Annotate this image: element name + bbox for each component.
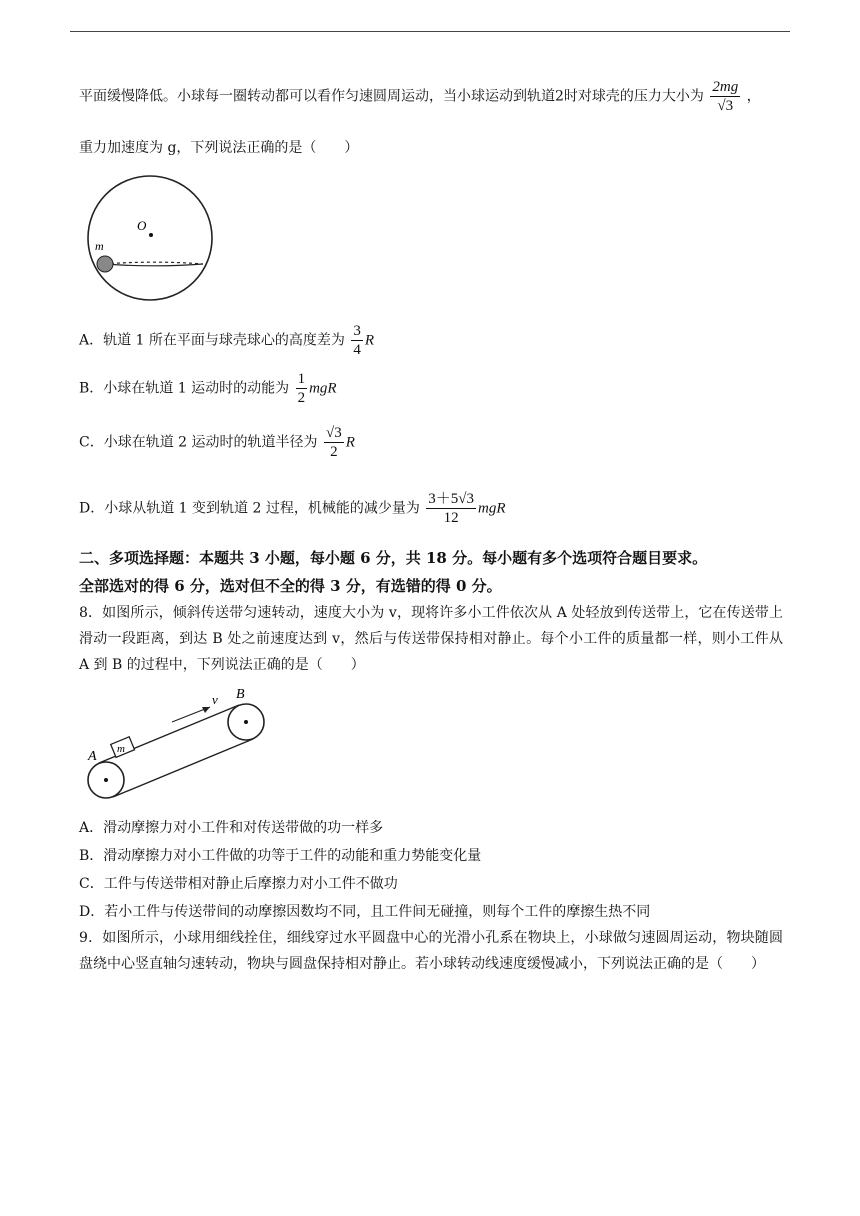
q7-option-b <box>79 370 337 407</box>
q7-stem-line2: 重力加速度为 g，下列说法正确的是（ ） <box>79 140 359 156</box>
q7-stem-punct: ， <box>746 88 761 105</box>
q8-option-b: B．滑动摩擦力对小工件做的功等于工件的动能和重力势能变化量 <box>79 848 482 864</box>
header-rule <box>70 31 790 32</box>
q7-option-c <box>79 424 355 461</box>
q7-force-fraction <box>710 78 740 115</box>
option-text: D．小球从轨道 1 变到轨道 2 过程，机械能的减少量为 <box>79 500 420 517</box>
q8-option-c: C．工件与传送带相对静止后摩擦力对小工件不做功 <box>79 876 398 892</box>
point-a-label: A <box>88 749 97 764</box>
workpiece-label: m <box>117 743 125 755</box>
frac-numerator: 3＋5√3 <box>428 491 475 507</box>
mass-label: m <box>95 239 104 253</box>
option-fraction <box>351 322 363 359</box>
q8-option-a: A．滑动摩擦力对小工件和对传送带做的功一样多 <box>79 820 384 836</box>
q7-option-a <box>79 322 374 359</box>
option-text: B．小球在轨道 1 运动时的动能为 <box>79 380 290 397</box>
frac-denominator: 2 <box>297 390 306 406</box>
center-label: O <box>137 218 147 233</box>
option-tail: R <box>345 434 355 451</box>
center-dot <box>149 233 153 237</box>
q9-stem: 9．如图所示，小球用细线拴住，细线穿过水平圆盘中心的光滑小孔系在物块上，小球做匀速圆周运动，物块随圆盘绕中心竖直轴匀速转动，物块与圆盘保持相对静止。若小球转动线速度缓慢减小，下列说法正确的是（ ） <box>79 930 783 972</box>
sphere-shell <box>88 176 212 300</box>
ball-icon <box>97 256 113 272</box>
frac-denominator: 12 <box>443 510 459 526</box>
frac-denominator: 2 <box>330 444 338 460</box>
roller-a-axle <box>104 778 108 782</box>
velocity-label: v <box>212 692 218 707</box>
point-b-label: B <box>236 687 245 702</box>
section2-heading-line1: 二、多项选择题：本题共 3 小题，每小题 6 分，共 18 分。每小题有多个选项符合题目要求。 <box>79 549 708 567</box>
frac-numerator: 2mg <box>712 79 739 95</box>
orbit-front-arc <box>105 264 203 266</box>
option-tail: mgR <box>309 380 337 397</box>
option-tail: mgR <box>478 500 506 517</box>
q7-stem-line1 <box>79 78 761 115</box>
frac-numerator: √3 <box>325 425 342 441</box>
roller-b-axle <box>244 720 248 724</box>
frac-numerator: 1 <box>297 371 306 387</box>
q8-option-d: D．若小工件与传送带间的动摩擦因数均不同，且工件间无碰撞，则每个工件的摩擦生热不同 <box>79 904 651 920</box>
option-fraction <box>426 490 476 527</box>
q7-stem-text: 平面缓慢降低。小球每一圈转动都可以看作匀速圆周运动，当小球运动到轨道2时对球壳的压力大小为 <box>79 88 704 105</box>
option-tail: R <box>364 332 375 349</box>
frac-denominator: 4 <box>353 342 361 358</box>
q7-sphere-figure <box>84 168 224 308</box>
q7-option-d <box>79 490 506 527</box>
orbit-back-arc <box>105 262 203 264</box>
frac-numerator: 3 <box>353 323 361 339</box>
option-text: C．小球在轨道 2 运动时的轨道半径为 <box>79 434 318 451</box>
option-fraction <box>324 424 344 461</box>
q8-conveyor-figure <box>82 684 272 806</box>
frac-denominator: √3 <box>717 98 734 114</box>
option-text: A．轨道 1 所在平面与球壳球心的高度差为 <box>79 332 345 349</box>
section2-heading-line2: 全部选对的得 6 分，选对但不全的得 3 分，有选错的得 0 分。 <box>79 577 502 595</box>
q8-stem: 8．如图所示，倾斜传送带匀速转动，速度大小为 v，现将许多小工件依次从 A 处轻放到传送带上，它在传送带上滑动一段距离，到达 B 处之前速度达到 v，然后与传送带保持相对静止。每个小工件的质量都一样，则小工件从 A 到 B 的过程中，下列说法正确的是（ ） <box>79 605 783 673</box>
option-fraction <box>296 370 308 407</box>
